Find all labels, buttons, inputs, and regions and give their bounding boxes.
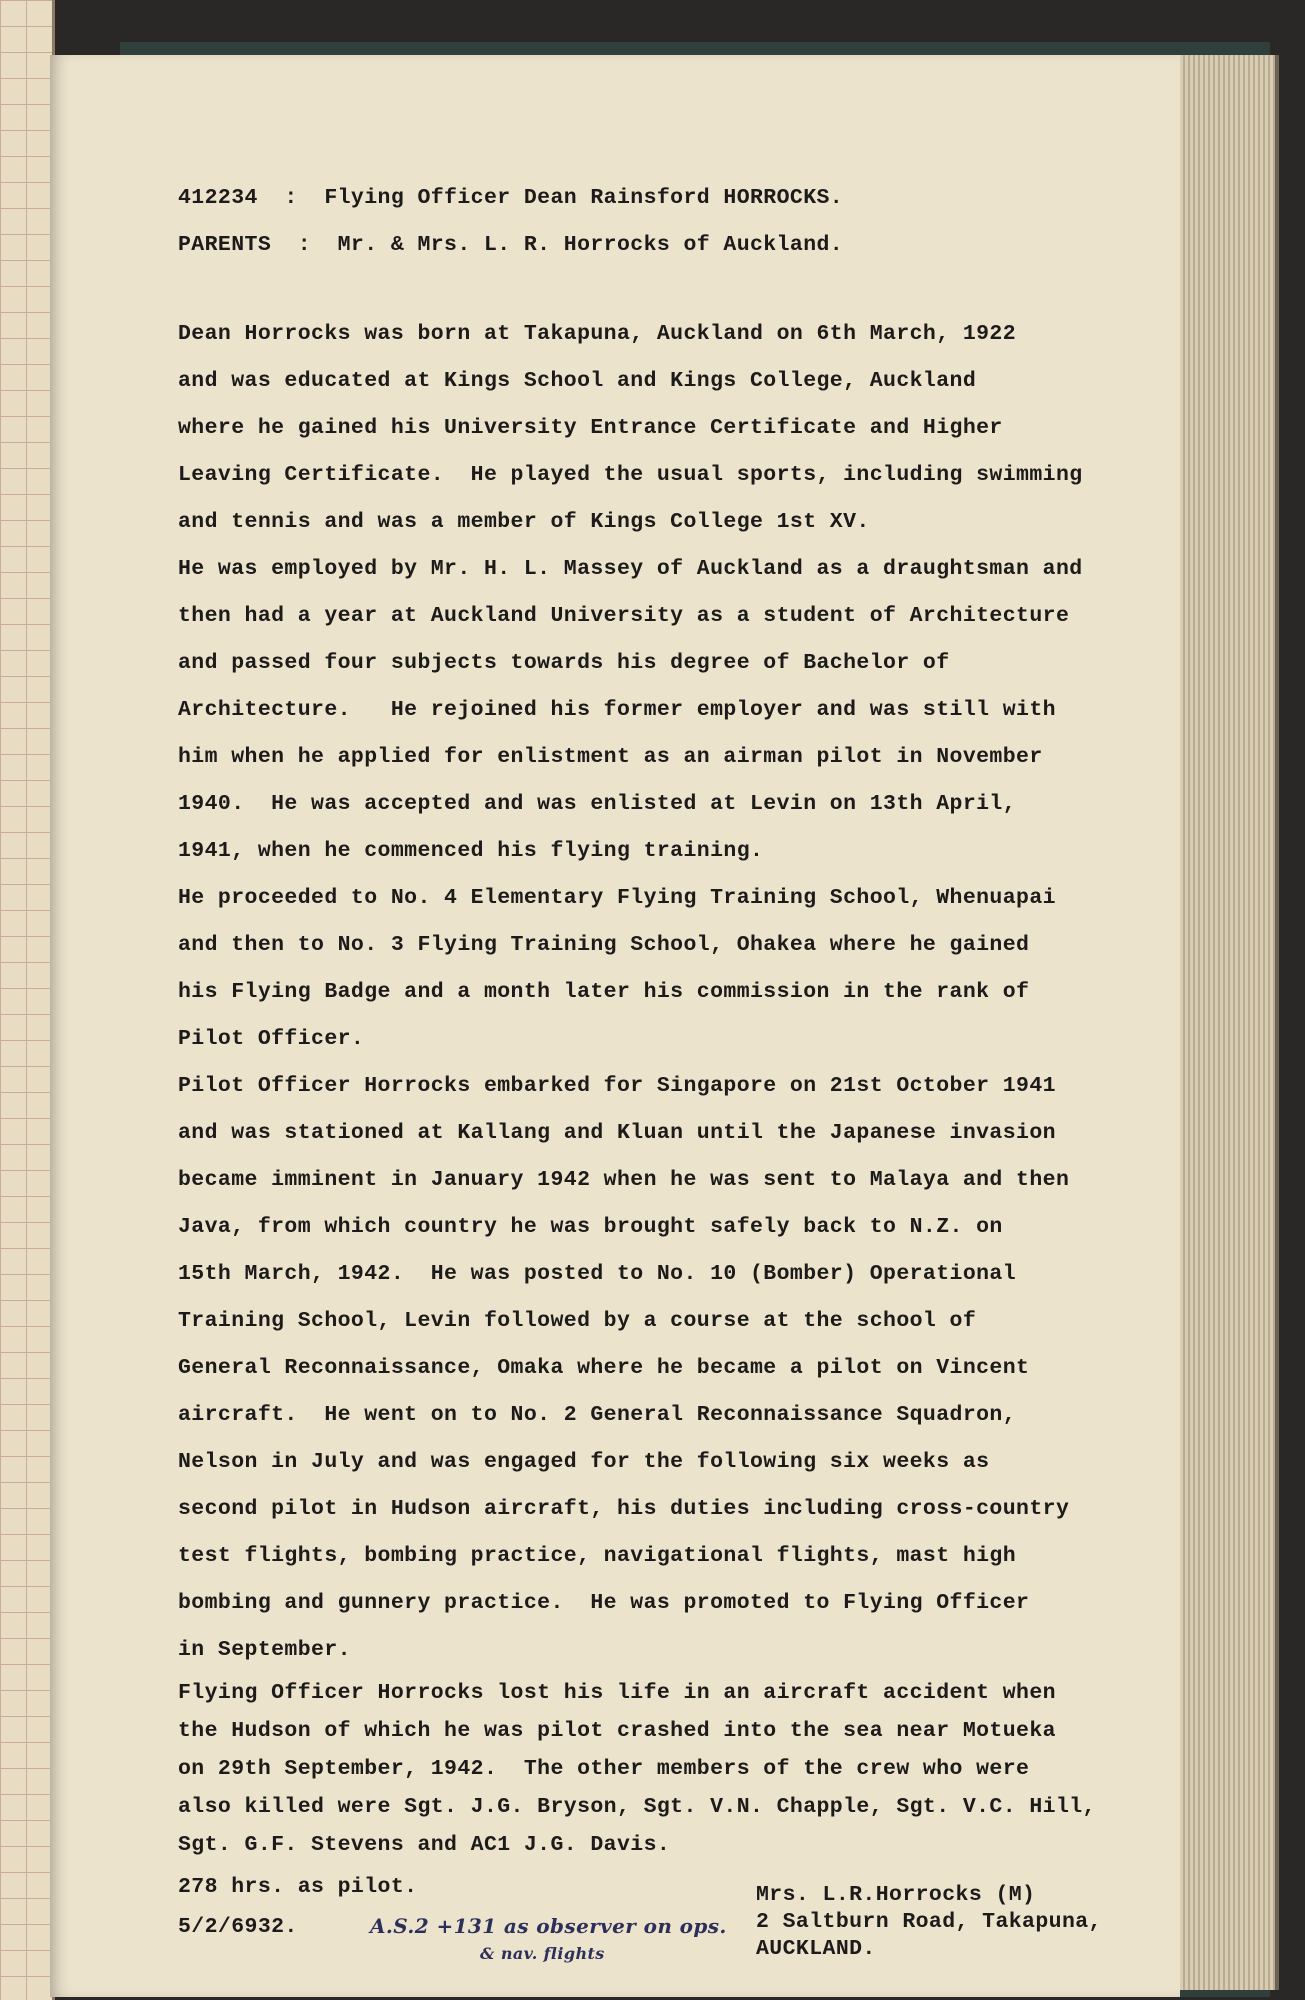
body-line: then had a year at Auckland University as a student of Architecture (178, 604, 1070, 628)
body-line: and then to No. 3 Flying Training School, Ohakea where he gained (178, 933, 1030, 957)
parents-line: PARENTS : Mr. & Mrs. L. R. Horrocks of Auckland. (178, 233, 844, 257)
body-line: Java, from which country he was brought safely back to N.Z. on (178, 1215, 1003, 1239)
body-line: Architecture. He rejoined his former employer and was still with (178, 698, 1056, 722)
body-line: in September. (178, 1638, 351, 1662)
body-line: Nelson in July and was engaged for the following six weeks as (178, 1450, 990, 1474)
body-line: He proceeded to No. 4 Elementary Flying Training School, Whenuapai (178, 886, 1056, 910)
body-line: Training School, Levin followed by a course at the school of (178, 1309, 977, 1333)
body-line: second pilot in Hudson aircraft, his duties including cross-country (178, 1497, 1070, 1521)
body-line: and was stationed at Kallang and Kluan until the Japanese invasion (178, 1121, 1056, 1145)
adjacent-graph-page (0, 0, 55, 2000)
body-line: where he gained his University Entrance Certificate and Higher (178, 416, 1003, 440)
page-edges (1175, 55, 1279, 1990)
body-line: became imminent in January 1942 when he was sent to Malaya and then (178, 1168, 1070, 1192)
body-line: and was educated at Kings School and Kings College, Auckland (178, 369, 977, 393)
body-line: Pilot Officer. (178, 1027, 365, 1051)
body-line: him when he applied for enlistment as an airman pilot in November (178, 745, 1043, 769)
flying-hours: 278 hrs. as pilot. (178, 1875, 418, 1899)
body-line: 1940. He was accepted and was enlisted at Levin on 13th April, (178, 792, 1017, 816)
body-line: also killed were Sgt. J.G. Bryson, Sgt. V.N. Chapple, Sgt. V.C. Hill, (178, 1795, 1096, 1819)
biography-body (178, 311, 1138, 1864)
handwritten-annotation (370, 1911, 727, 1971)
handwritten-line-1: A.S.2 +131 as observer on ops. (370, 1914, 727, 1938)
record-footer (178, 1875, 1158, 1975)
body-line: bombing and gunnery practice. He was promoted to Flying Officer (178, 1591, 1030, 1615)
file-reference: 5/2/6932. (178, 1915, 298, 1939)
body-line: and passed four subjects towards his degree of Bachelor of (178, 651, 950, 675)
service-line: 412234 : Flying Officer Dean Rainsford HORROCKS. (178, 186, 844, 210)
body-line: Pilot Officer Horrocks embarked for Singapore on 21st October 1941 (178, 1074, 1056, 1098)
typed-record (178, 175, 1138, 1864)
spacer (178, 269, 1138, 311)
handwritten-line-2: & nav. flights (480, 1944, 605, 1963)
body-line: General Reconnaissance, Omaka where he became a pilot on Vincent (178, 1356, 1030, 1380)
body-line: Dean Horrocks was born at Takapuna, Auckland on 6th March, 1922 (178, 322, 1017, 346)
body-line: his Flying Badge and a month later his commission in the rank of (178, 980, 1030, 1004)
next-of-kin-street: 2 Saltburn Road, Takapuna, (756, 1910, 1102, 1934)
body-line: He was employed by Mr. H. L. Massey of Auckland as a draughtsman and (178, 557, 1083, 581)
body-line: Sgt. G.F. Stevens and AC1 J.G. Davis. (178, 1833, 671, 1857)
body-line: 1941, when he commenced his flying training. (178, 839, 764, 863)
body-line: and tennis and was a member of Kings College 1st XV. (178, 510, 870, 534)
body-line: Leaving Certificate. He played the usual sports, including swimming (178, 463, 1083, 487)
body-line: on 29th September, 1942. The other members of the crew who were (178, 1757, 1030, 1781)
next-of-kin-city: AUCKLAND. (756, 1937, 876, 1961)
body-line: Flying Officer Horrocks lost his life in an aircraft accident when (178, 1681, 1056, 1705)
body-line: 15th March, 1942. He was posted to No. 10 (Bomber) Operational (178, 1262, 1017, 1286)
body-line: test flights, bombing practice, navigational flights, mast high (178, 1544, 1017, 1568)
next-of-kin-name: Mrs. L.R.Horrocks (M) (756, 1883, 1036, 1907)
body-line: aircraft. He went on to No. 2 General Reconnaissance Squadron, (178, 1403, 1017, 1427)
body-line: the Hudson of which he was pilot crashed into the sea near Motueka (178, 1719, 1056, 1743)
